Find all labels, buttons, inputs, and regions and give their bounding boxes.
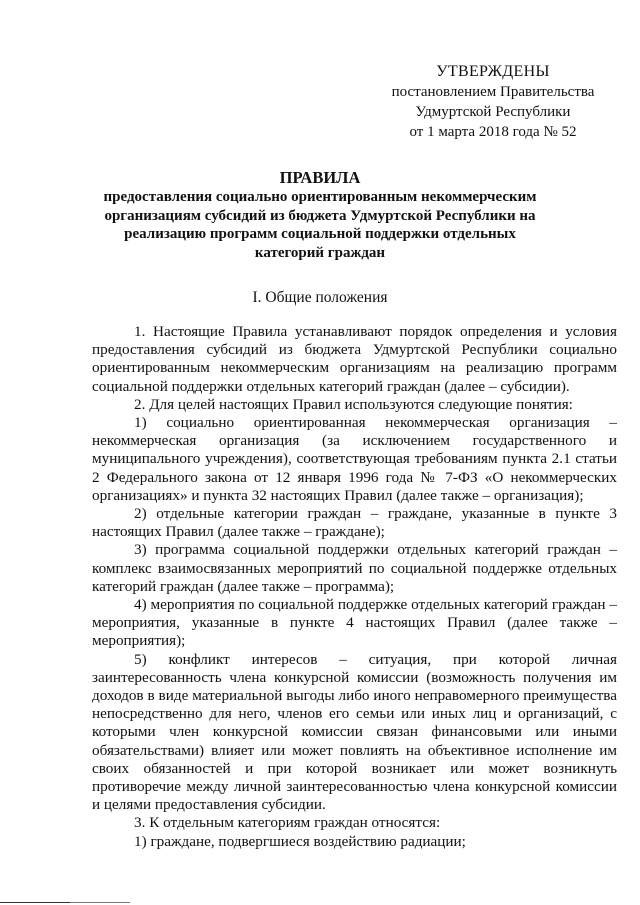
paragraph: 2. Для целей настоящих Правил используются следующие понятия: [134, 395, 573, 413]
approval-title: УТВЕРЖДЕНЫ [436, 63, 550, 80]
paragraph: 1) социально ориентированная некоммерческая организация – некоммерческая организация (за исключением государственного и муниципального учреждения), соответствующая требованиям пункта 2.1 статьи 2 Федерального закона от 12 января 1996 года № 7-ФЗ «О некоммерческих организациях» и пункта 32 настоящих Правил (далее также – организация); [92, 414, 617, 504]
footer-divider [0, 902, 70, 903]
approval-stamp [378, 62, 608, 142]
approval-line-3: от 1 марта 2018 года № 52 [409, 124, 577, 140]
section-title: I. Общие положения [252, 289, 388, 306]
paragraph: 2) отдельные категории граждан – граждане, указанные в пункте 3 настоящих Правил (далее также – граждане); [92, 505, 617, 541]
paragraph: 1) граждане, подвергшиеся воздействию радиации; [134, 832, 466, 850]
approval-line-2: Удмуртской Республики [415, 104, 571, 120]
footer-divider-faint [70, 902, 130, 903]
paragraph: 4) мероприятия по социальной поддержке отдельных категорий граждан – мероприятия, указанные в пункте 4 настоящих Правил (далее также – мероприятия); [92, 596, 617, 650]
paragraph: 3. К отдельным категориям граждан относятся: [134, 814, 441, 832]
document-title: ПРАВИЛА [279, 168, 361, 187]
document-subtitle: предоставления социально ориентированным некоммерческим организациям субсидий из бюджета Удмуртской Республики на реализацию программ социальной поддержки отдельных категорий граждан [103, 189, 537, 261]
paragraph: 1. Настоящие Правила устанавливают порядок определения и условия предоставления субсидий из бюджета Удмуртской Республики социально ориентированным некоммерческим организациям на реализацию программ социальной поддержки отдельных категорий граждан (далее – субсидии). [92, 323, 617, 395]
paragraph: 5) конфликт интересов – ситуация, при которой личная заинтересованность члена конкурсной комиссии (возможность получения им доходов в виде материальной выгоды либо иного неправомерного преимущества непосредственно для него, членов его семьи или иных лиц и организаций, с которыми член конкурсной комиссии связан финансовыми или иными обязательствами) влияет или может повлиять на объективное исполнение им своих обязанностей и при которой возникает или может возникнуть противоречие между личной заинтересованностью члена конкурсной комиссии и целями предоставления субсидии. [92, 650, 617, 814]
paragraph: 3) программа социальной поддержки отдельных категорий граждан – комплекс взаимосвязанных мероприятий по социальной поддержке отдельных категорий граждан (далее также – программа); [92, 541, 617, 595]
approval-line-1: постановлением Правительства [391, 84, 595, 100]
document-body [92, 323, 617, 851]
